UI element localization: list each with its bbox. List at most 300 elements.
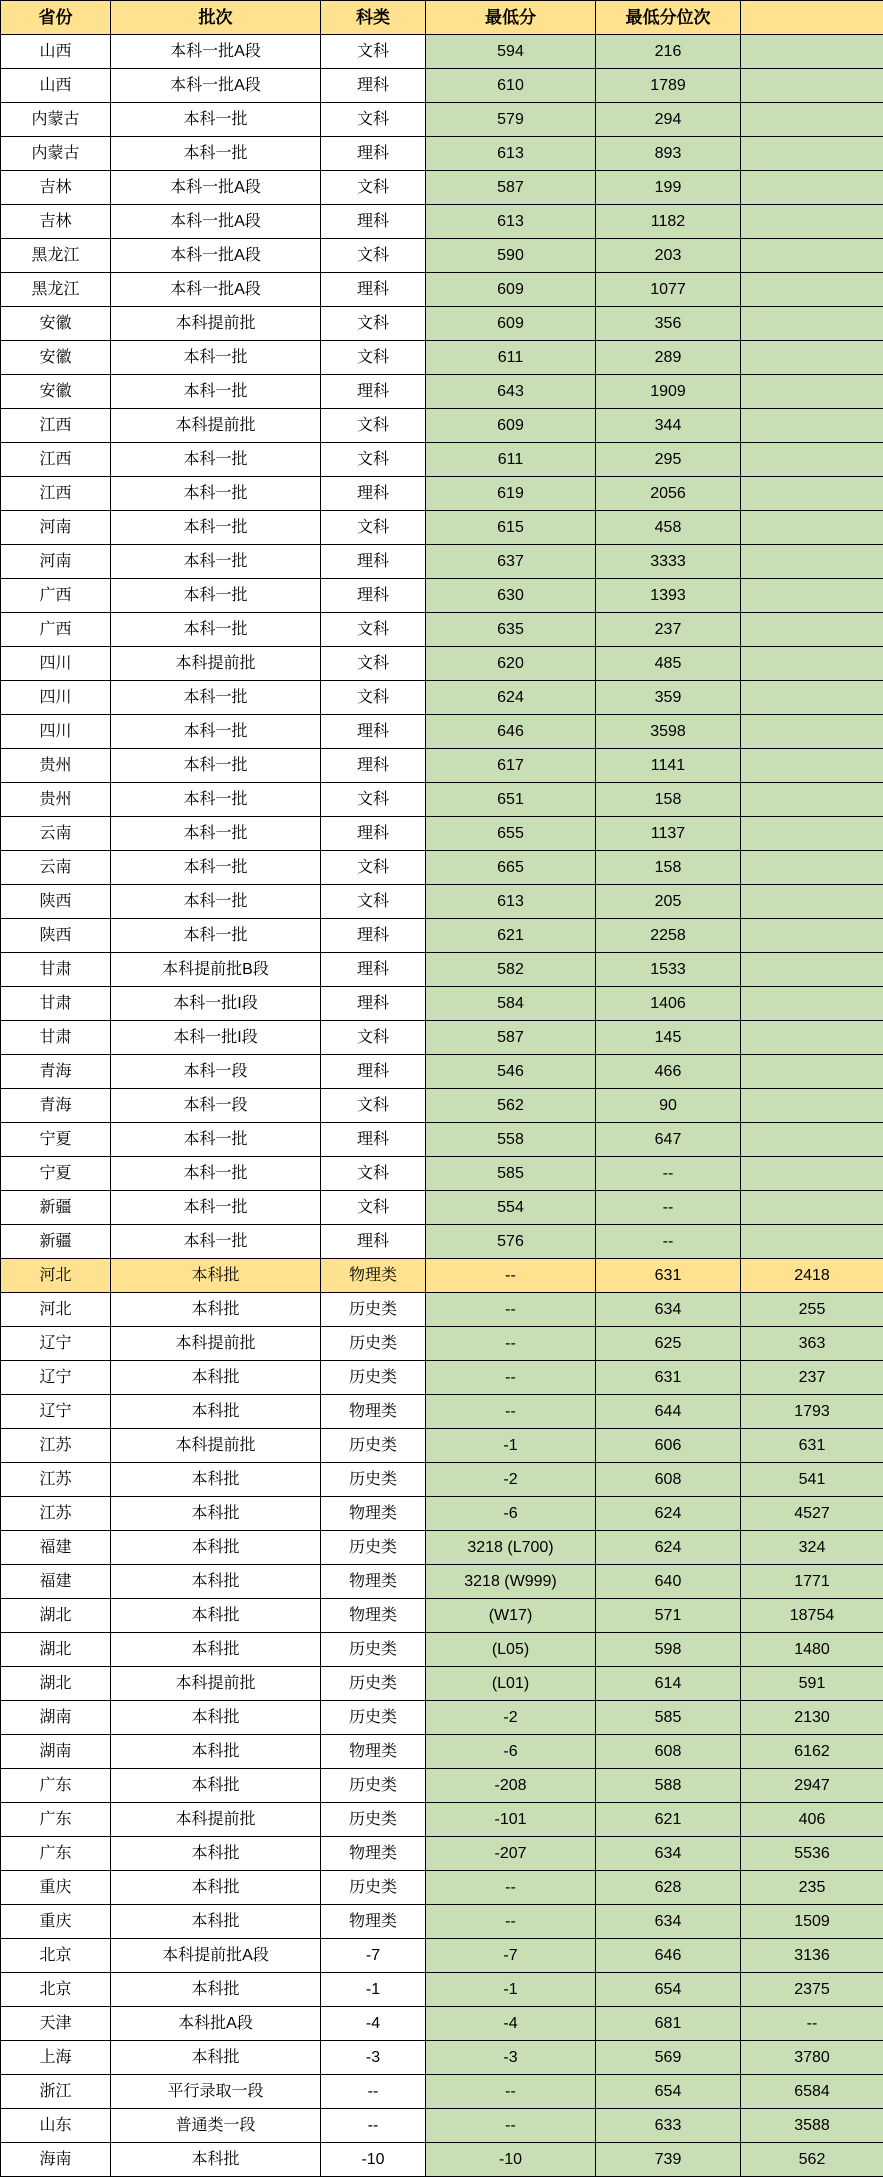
table-row [1, 715, 883, 749]
cell: 本科一批 [111, 613, 321, 647]
cell [741, 307, 883, 341]
cell: 文科 [321, 613, 426, 647]
cell: 2056 [596, 477, 741, 511]
cell: 630 [426, 579, 596, 613]
table-body [1, 35, 883, 2177]
cell: 619 [426, 477, 596, 511]
cell: 文科 [321, 851, 426, 885]
cell: 历史类 [321, 1667, 426, 1701]
cell: 289 [596, 341, 741, 375]
cell [741, 171, 883, 205]
cell: 554 [426, 1191, 596, 1225]
cell: -10 [321, 2143, 426, 2177]
cell: 浙江 [1, 2075, 111, 2109]
table-row [1, 545, 883, 579]
cell: 本科一批 [111, 1123, 321, 1157]
cell [741, 35, 883, 69]
cell: 614 [596, 1667, 741, 1701]
cell: -2 [426, 1701, 596, 1735]
cell: 562 [426, 1089, 596, 1123]
cell: -- [741, 2007, 883, 2041]
cell: 324 [741, 1531, 883, 1565]
cell: 624 [596, 1531, 741, 1565]
cell: 6162 [741, 1735, 883, 1769]
cell: 本科批 [111, 2041, 321, 2075]
cell: 216 [596, 35, 741, 69]
cell: 文科 [321, 1157, 426, 1191]
cell: 606 [596, 1429, 741, 1463]
cell: 635 [426, 613, 596, 647]
cell: 485 [596, 647, 741, 681]
cell: 本科一批 [111, 1225, 321, 1259]
cell: 北京 [1, 1973, 111, 2007]
header-cell-batch: 批次 [111, 1, 321, 35]
cell: 609 [426, 273, 596, 307]
cell: 文科 [321, 1191, 426, 1225]
cell: 2947 [741, 1769, 883, 1803]
cell [741, 409, 883, 443]
cell: 青海 [1, 1055, 111, 1089]
cell: 3333 [596, 545, 741, 579]
cell: 广西 [1, 613, 111, 647]
cell: 631 [596, 1259, 741, 1293]
cell: 重庆 [1, 1905, 111, 1939]
cell: 文科 [321, 647, 426, 681]
cell: 本科一批 [111, 1191, 321, 1225]
table-row [1, 1565, 883, 1599]
cell: 本科一批I段 [111, 987, 321, 1021]
cell: 90 [596, 1089, 741, 1123]
table-row [1, 1395, 883, 1429]
cell [741, 919, 883, 953]
cell: -- [596, 1225, 741, 1259]
cell: 本科一批 [111, 919, 321, 953]
cell: 历史类 [321, 1531, 426, 1565]
cell: -- [426, 1361, 596, 1395]
cell: 587 [426, 1021, 596, 1055]
cell: 466 [596, 1055, 741, 1089]
cell [741, 987, 883, 1021]
cell: 295 [596, 443, 741, 477]
cell: 本科提前批 [111, 1803, 321, 1837]
cell: 湖北 [1, 1633, 111, 1667]
cell: 江苏 [1, 1463, 111, 1497]
cell: 文科 [321, 511, 426, 545]
header-cell-province: 省份 [1, 1, 111, 35]
cell: 本科一批 [111, 749, 321, 783]
cell: (L05) [426, 1633, 596, 1667]
cell: 本科一批 [111, 1157, 321, 1191]
cell: 158 [596, 783, 741, 817]
cell: 本科批A段 [111, 2007, 321, 2041]
cell: 本科提前批B段 [111, 953, 321, 987]
cell [741, 783, 883, 817]
cell: 理科 [321, 1225, 426, 1259]
cell: 甘肃 [1, 1021, 111, 1055]
cell: 四川 [1, 647, 111, 681]
cell: 物理类 [321, 1259, 426, 1293]
cell: 物理类 [321, 1837, 426, 1871]
cell: 1480 [741, 1633, 883, 1667]
cell [741, 749, 883, 783]
table-row [1, 1463, 883, 1497]
cell: 654 [596, 2075, 741, 2109]
cell: 福建 [1, 1531, 111, 1565]
cell: 文科 [321, 307, 426, 341]
cell: 本科批 [111, 1871, 321, 1905]
header-cell-subject-type: 科类 [321, 1, 426, 35]
cell: -4 [321, 2007, 426, 2041]
cell: 四川 [1, 681, 111, 715]
cell: 本科提前批 [111, 409, 321, 443]
table-row [1, 137, 883, 171]
cell: 福建 [1, 1565, 111, 1599]
table-row [1, 1905, 883, 1939]
cell: -- [426, 1327, 596, 1361]
cell: 陕西 [1, 885, 111, 919]
cell: 新疆 [1, 1191, 111, 1225]
cell: 本科批 [111, 1531, 321, 1565]
cell: 安徽 [1, 307, 111, 341]
cell: 理科 [321, 137, 426, 171]
table-row [1, 103, 883, 137]
table-row [1, 1293, 883, 1327]
cell: 613 [426, 205, 596, 239]
cell [741, 1055, 883, 1089]
cell: 海南 [1, 2143, 111, 2177]
cell: 理科 [321, 205, 426, 239]
cell: 584 [426, 987, 596, 1021]
cell: 2258 [596, 919, 741, 953]
table-row [1, 1123, 883, 1157]
table-row [1, 205, 883, 239]
cell: 本科批 [111, 1735, 321, 1769]
cell: 643 [426, 375, 596, 409]
cell: -3 [321, 2041, 426, 2075]
cell: 237 [741, 1361, 883, 1395]
cell: 585 [426, 1157, 596, 1191]
cell: 本科一批A段 [111, 35, 321, 69]
cell: 新疆 [1, 1225, 111, 1259]
cell: 本科一批A段 [111, 205, 321, 239]
cell: 610 [426, 69, 596, 103]
cell: 本科一批 [111, 511, 321, 545]
cell: -10 [426, 2143, 596, 2177]
cell: 历史类 [321, 1803, 426, 1837]
cell: 本科批 [111, 1361, 321, 1395]
cell: 河北 [1, 1259, 111, 1293]
cell: 理科 [321, 919, 426, 953]
cell: 634 [596, 1837, 741, 1871]
cell [741, 375, 883, 409]
cell: 本科批 [111, 1599, 321, 1633]
cell: 历史类 [321, 1429, 426, 1463]
table-row [1, 851, 883, 885]
cell: 本科一批 [111, 817, 321, 851]
cell: 562 [741, 2143, 883, 2177]
cell [741, 851, 883, 885]
cell: 河南 [1, 511, 111, 545]
cell: 宁夏 [1, 1157, 111, 1191]
cell: 594 [426, 35, 596, 69]
table-row [1, 1973, 883, 2007]
cell: 235 [741, 1871, 883, 1905]
cell: -207 [426, 1837, 596, 1871]
cell: 本科批 [111, 1259, 321, 1293]
cell: 本科批 [111, 1293, 321, 1327]
table-row [1, 1599, 883, 1633]
cell [741, 205, 883, 239]
cell: 安徽 [1, 375, 111, 409]
cell: 655 [426, 817, 596, 851]
header-cell-extra [741, 1, 883, 35]
cell: 613 [426, 137, 596, 171]
cell: 上海 [1, 2041, 111, 2075]
cell: -- [596, 1191, 741, 1225]
cell: 理科 [321, 715, 426, 749]
cell: -- [426, 1905, 596, 1939]
cell: 237 [596, 613, 741, 647]
cell: 634 [596, 1293, 741, 1327]
cell: 本科一批 [111, 579, 321, 613]
cell: 255 [741, 1293, 883, 1327]
cell: 158 [596, 851, 741, 885]
cell: 4527 [741, 1497, 883, 1531]
cell: 内蒙古 [1, 137, 111, 171]
cell: -- [596, 1157, 741, 1191]
cell [741, 681, 883, 715]
cell: 359 [596, 681, 741, 715]
cell: 北京 [1, 1939, 111, 1973]
cell: 本科一批 [111, 783, 321, 817]
cell: 江西 [1, 477, 111, 511]
table-row [1, 273, 883, 307]
cell: 文科 [321, 783, 426, 817]
cell: 1793 [741, 1395, 883, 1429]
cell: -1 [426, 1973, 596, 2007]
cell: 3218 (W999) [426, 1565, 596, 1599]
table-row [1, 1837, 883, 1871]
cell: 河北 [1, 1293, 111, 1327]
cell: 569 [596, 2041, 741, 2075]
cell: 理科 [321, 987, 426, 1021]
cell: 历史类 [321, 1701, 426, 1735]
table-row [1, 1259, 883, 1293]
cell: 本科一批 [111, 851, 321, 885]
cell: 609 [426, 409, 596, 443]
table-row [1, 1769, 883, 1803]
cell: 620 [426, 647, 596, 681]
cell: 本科批 [111, 2143, 321, 2177]
table-row [1, 1939, 883, 1973]
cell: 1406 [596, 987, 741, 1021]
table-row [1, 2109, 883, 2143]
cell: 江苏 [1, 1497, 111, 1531]
cell: 6584 [741, 2075, 883, 2109]
table-row [1, 409, 883, 443]
cell: -4 [426, 2007, 596, 2041]
header-cell-min-score-rank: 最低分位次 [596, 1, 741, 35]
cell: 3598 [596, 715, 741, 749]
cell: 辽宁 [1, 1361, 111, 1395]
cell: 文科 [321, 35, 426, 69]
table-row [1, 1667, 883, 1701]
cell: 辽宁 [1, 1327, 111, 1361]
cell: 本科提前批 [111, 647, 321, 681]
cell: -3 [426, 2041, 596, 2075]
cell: 湖南 [1, 1701, 111, 1735]
table-row [1, 1531, 883, 1565]
cell: 本科提前批 [111, 1327, 321, 1361]
cell: 2418 [741, 1259, 883, 1293]
cell: 571 [596, 1599, 741, 1633]
cell: 四川 [1, 715, 111, 749]
cell: 3588 [741, 2109, 883, 2143]
table-row [1, 511, 883, 545]
cell: 文科 [321, 885, 426, 919]
cell: 本科批 [111, 1395, 321, 1429]
cell: 1182 [596, 205, 741, 239]
cell: 617 [426, 749, 596, 783]
table-row [1, 2041, 883, 2075]
cell: 739 [596, 2143, 741, 2177]
cell: 本科一批 [111, 885, 321, 919]
cell: 1533 [596, 953, 741, 987]
cell: 203 [596, 239, 741, 273]
table-row [1, 35, 883, 69]
cell: 1077 [596, 273, 741, 307]
cell: 本科一段 [111, 1055, 321, 1089]
cell: 本科提前批 [111, 1429, 321, 1463]
cell: 3218 (L700) [426, 1531, 596, 1565]
cell: 文科 [321, 409, 426, 443]
table-row [1, 1735, 883, 1769]
cell: 611 [426, 443, 596, 477]
table-row [1, 579, 883, 613]
cell [741, 715, 883, 749]
cell: 3780 [741, 2041, 883, 2075]
cell: 物理类 [321, 1395, 426, 1429]
table-row [1, 817, 883, 851]
cell: 本科提前批 [111, 307, 321, 341]
cell: 1909 [596, 375, 741, 409]
cell: 历史类 [321, 1361, 426, 1395]
cell: 681 [596, 2007, 741, 2041]
cell: 山西 [1, 35, 111, 69]
cell: 585 [596, 1701, 741, 1735]
cell [741, 1021, 883, 1055]
cell: 江西 [1, 409, 111, 443]
cell: 本科一批 [111, 103, 321, 137]
cell: 541 [741, 1463, 883, 1497]
cell: 贵州 [1, 783, 111, 817]
cell: 吉林 [1, 171, 111, 205]
cell: 406 [741, 1803, 883, 1837]
table-row [1, 2143, 883, 2177]
cell: 云南 [1, 817, 111, 851]
cell: 理科 [321, 545, 426, 579]
cell: 本科一批A段 [111, 239, 321, 273]
cell: 文科 [321, 341, 426, 375]
cell: 5536 [741, 1837, 883, 1871]
cell: 631 [741, 1429, 883, 1463]
cell: 611 [426, 341, 596, 375]
table-row [1, 1225, 883, 1259]
cell: 本科一批I段 [111, 1021, 321, 1055]
table-row [1, 681, 883, 715]
cell: 物理类 [321, 1599, 426, 1633]
cell [741, 239, 883, 273]
cell: 546 [426, 1055, 596, 1089]
table-row [1, 477, 883, 511]
cell: 本科一批 [111, 681, 321, 715]
cell: 历史类 [321, 1871, 426, 1905]
cell [741, 817, 883, 851]
cell: 文科 [321, 171, 426, 205]
cell: 甘肃 [1, 987, 111, 1021]
cell: 1141 [596, 749, 741, 783]
cell: 646 [426, 715, 596, 749]
cell: 621 [426, 919, 596, 953]
cell: -2 [426, 1463, 596, 1497]
cell: -- [426, 1259, 596, 1293]
cell: 644 [596, 1395, 741, 1429]
cell [741, 613, 883, 647]
cell: 理科 [321, 273, 426, 307]
cell: 654 [596, 1973, 741, 2007]
cell [741, 273, 883, 307]
cell: -1 [321, 1973, 426, 2007]
cell: -101 [426, 1803, 596, 1837]
cell: 本科一批 [111, 443, 321, 477]
cell: 582 [426, 953, 596, 987]
cell: 文科 [321, 443, 426, 477]
cell: 621 [596, 1803, 741, 1837]
cell: 608 [596, 1735, 741, 1769]
cell [741, 511, 883, 545]
cell: 物理类 [321, 1497, 426, 1531]
table-row [1, 1633, 883, 1667]
table-row [1, 919, 883, 953]
cell: 本科一批 [111, 715, 321, 749]
cell: 理科 [321, 749, 426, 783]
header-cell-min-score: 最低分 [426, 1, 596, 35]
cell [741, 1191, 883, 1225]
table-row [1, 1361, 883, 1395]
table-row [1, 885, 883, 919]
cell: -- [426, 2109, 596, 2143]
cell: 本科一批A段 [111, 273, 321, 307]
cell: 634 [596, 1905, 741, 1939]
cell: 本科批 [111, 1905, 321, 1939]
table-row [1, 239, 883, 273]
cell: 文科 [321, 103, 426, 137]
cell: -- [426, 1293, 596, 1327]
table-row [1, 2007, 883, 2041]
cell [741, 1123, 883, 1157]
cell: 356 [596, 307, 741, 341]
cell [741, 341, 883, 375]
cell: 陕西 [1, 919, 111, 953]
cell: 青海 [1, 1089, 111, 1123]
cell: 本科批 [111, 1837, 321, 1871]
cell [741, 1157, 883, 1191]
cell: 本科一批 [111, 137, 321, 171]
cell: 637 [426, 545, 596, 579]
cell: 587 [426, 171, 596, 205]
table-row [1, 1157, 883, 1191]
table-row [1, 987, 883, 1021]
